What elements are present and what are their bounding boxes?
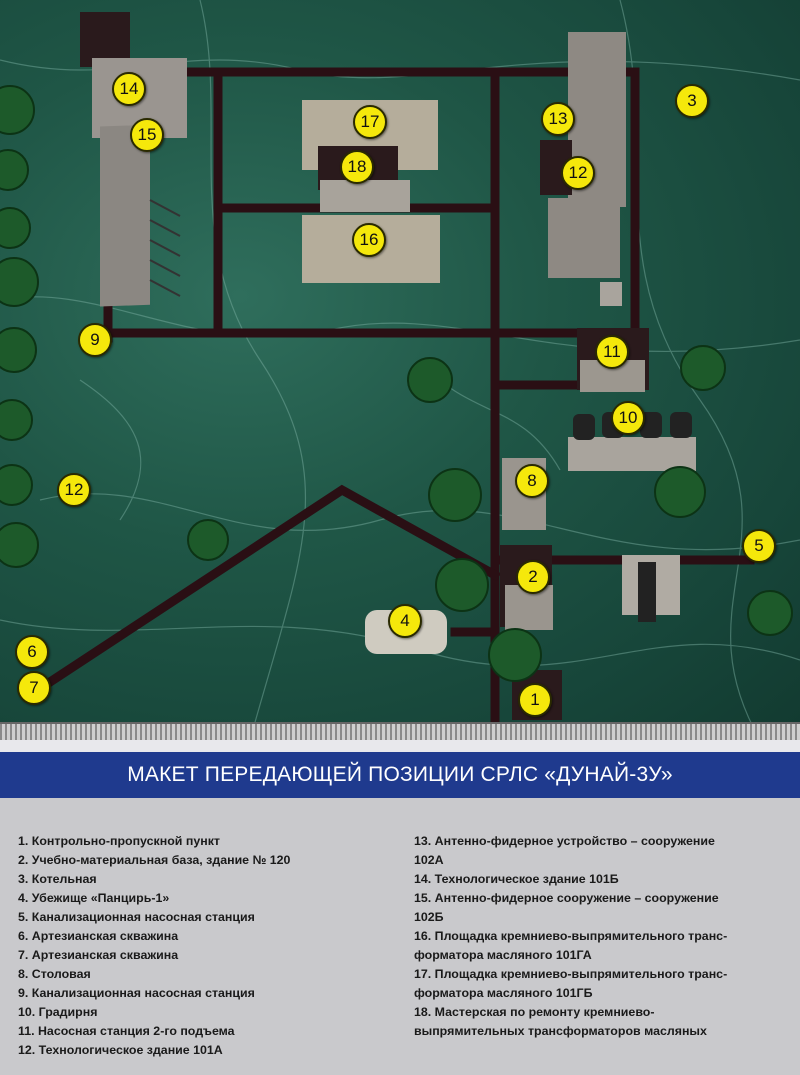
page-title: МАКЕТ ПЕРЕДАЮЩЕЙ ПОЗИЦИИ СРЛС «ДУНАЙ-3У»: [0, 752, 800, 798]
marker-11[interactable]: 11: [595, 335, 629, 369]
legend-item: 102Б: [414, 910, 444, 924]
legend-item: 12. Технологическое здание 101А: [18, 1043, 223, 1057]
legend-item: 7. Артезианская скважина: [18, 948, 179, 962]
legend-item: 3. Котельная: [18, 872, 97, 886]
marker-3[interactable]: 3: [675, 84, 709, 118]
legend-item: 15. Антенно-фидерное сооружение – сооружение: [414, 891, 719, 905]
legend-item: 9. Канализационная насосная станция: [18, 986, 255, 1000]
legend-item: 18. Мастерская по ремонту кремниево-: [414, 1005, 655, 1019]
marker-15[interactable]: 15: [130, 118, 164, 152]
marker-16[interactable]: 16: [352, 223, 386, 257]
legend-item: 6. Артезианская скважина: [18, 929, 179, 943]
legend-item: 2. Учебно-материальная база, здание № 120: [18, 853, 291, 867]
legend-item: 4. Убежище «Панцирь-1»: [18, 891, 170, 905]
marker-13[interactable]: 13: [541, 102, 575, 136]
marker-12-left[interactable]: 12: [57, 473, 91, 507]
legend-item: 17. Площадка кремниево-выпрямительного транс-: [414, 967, 728, 981]
legend-item: форматора масляного 101ГА: [414, 948, 592, 962]
legend-item: 5. Канализационная насосная станция: [18, 910, 255, 924]
legend-item: 14. Технологическое здание 101Б: [414, 872, 619, 886]
marker-6[interactable]: 6: [15, 635, 49, 669]
marker-10[interactable]: 10: [611, 401, 645, 435]
marker-18[interactable]: 18: [340, 150, 374, 184]
legend-item: форматора масляного 101ГБ: [414, 986, 593, 1000]
legend-item: 11. Насосная станция 2-го подъема: [18, 1024, 235, 1038]
legend-item: 1. Контрольно-пропускной пункт: [18, 834, 220, 848]
marker-7[interactable]: 7: [17, 671, 51, 705]
legend-item: 13. Антенно-фидерное устройство – сооружение: [414, 834, 715, 848]
separator-strip: [0, 740, 800, 752]
marker-2[interactable]: 2: [516, 560, 550, 594]
marker-8[interactable]: 8: [515, 464, 549, 498]
marker-1[interactable]: 1: [518, 683, 552, 717]
legend: [0, 798, 800, 1075]
marker-4[interactable]: 4: [388, 604, 422, 638]
fence: [0, 722, 800, 740]
legend-column-right: [414, 832, 786, 1041]
legend-item: выпрямительных трансформаторов масляных: [414, 1024, 707, 1038]
legend-column-left: [18, 832, 388, 1060]
legend-item: 10. Градирня: [18, 1005, 98, 1019]
marker-12-right[interactable]: 12: [561, 156, 595, 190]
legend-item: 16. Площадка кремниево-выпрямительного транс-: [414, 929, 728, 943]
marker-5[interactable]: 5: [742, 529, 776, 563]
legend-item: 8. Столовая: [18, 967, 91, 981]
marker-14[interactable]: 14: [112, 72, 146, 106]
marker-9[interactable]: 9: [78, 323, 112, 357]
marker-17[interactable]: 17: [353, 105, 387, 139]
legend-item: 102А: [414, 853, 444, 867]
